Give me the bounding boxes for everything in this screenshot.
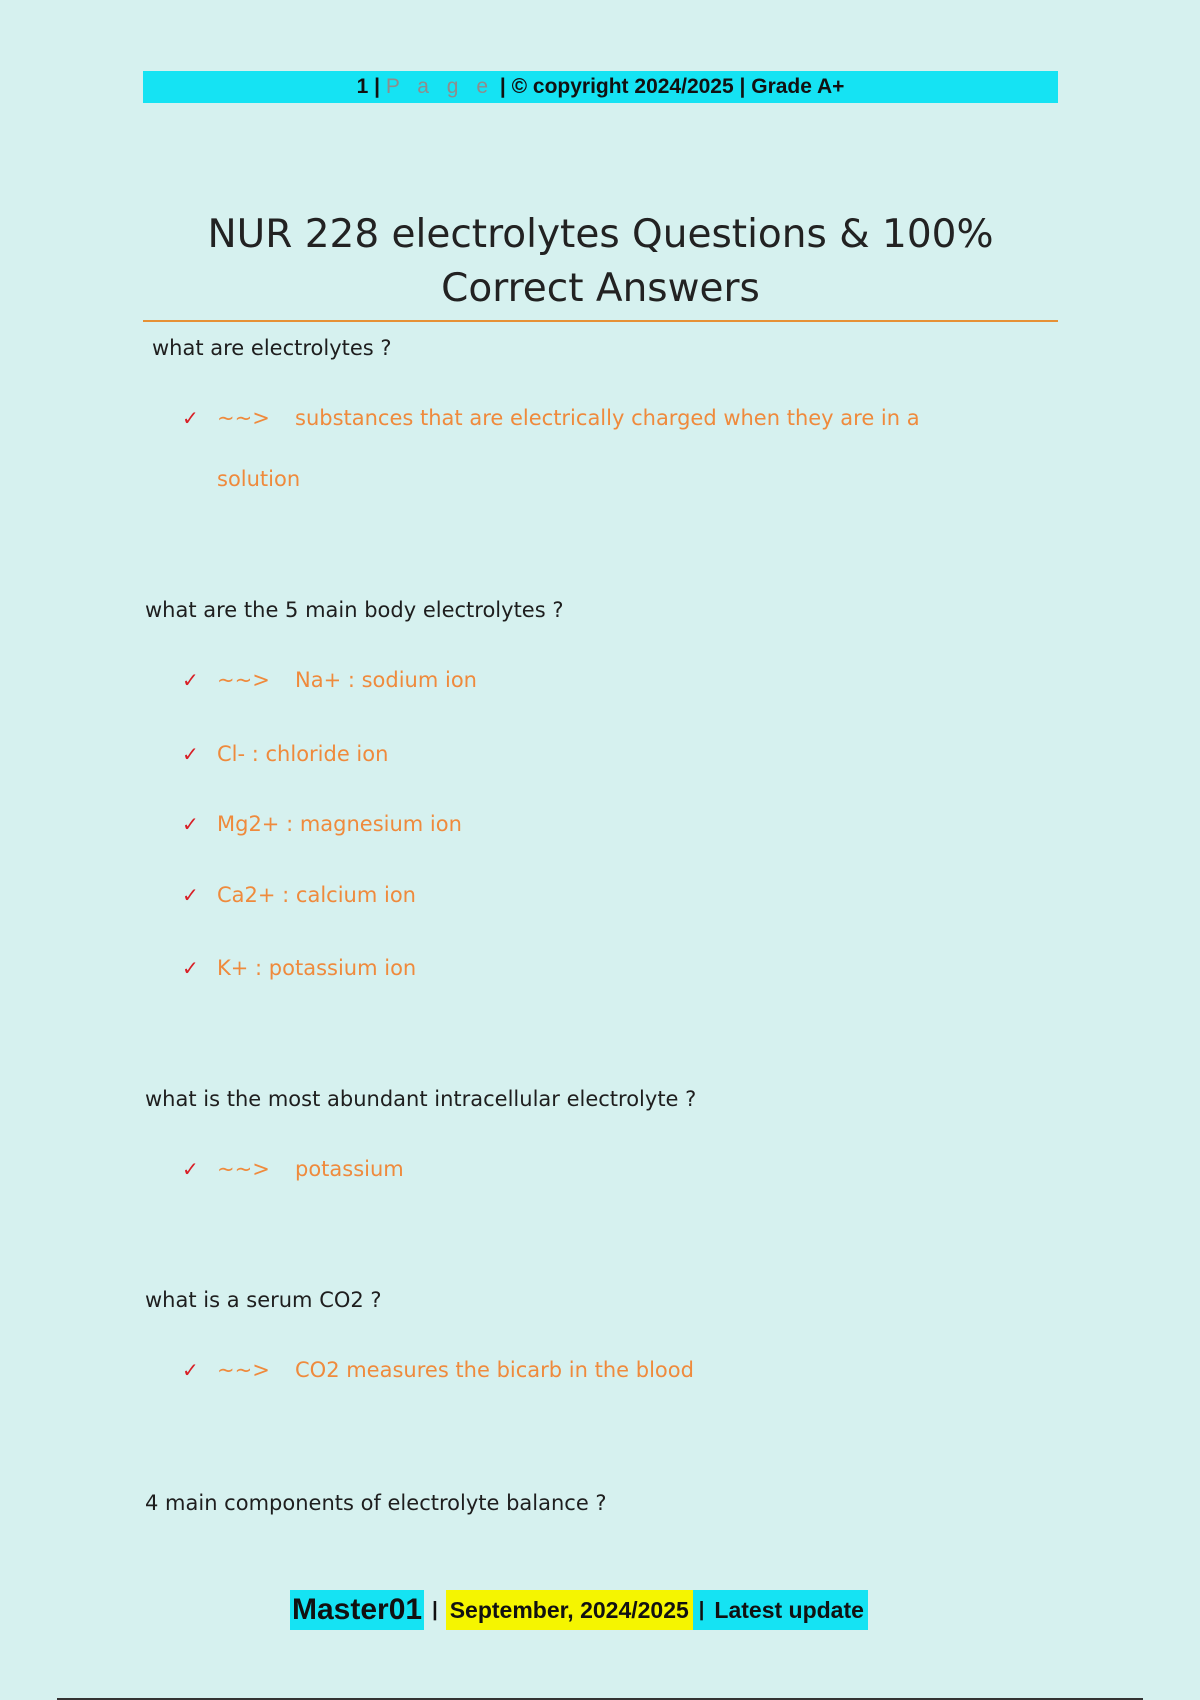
answer-text: ~~> Na+ : sodium ion xyxy=(217,668,477,692)
page-header xyxy=(143,71,1058,103)
footer-separator: | xyxy=(693,1590,711,1630)
answer-text: ~~> CO2 measures the bicarb in the blood xyxy=(217,1358,694,1382)
question-text: what are the 5 main body electrolytes ? xyxy=(145,598,564,622)
footer-date: September, 2024/2025 xyxy=(446,1590,693,1630)
copyright-text: © copyright 2024/2025 xyxy=(511,75,734,98)
answer-text: K+ : potassium ion xyxy=(217,956,417,980)
document-title xyxy=(143,208,1058,316)
check-icon: ✓ xyxy=(182,668,199,692)
page-number: 1 xyxy=(356,75,369,98)
check-icon: ✓ xyxy=(182,406,199,430)
grade-text: Grade A+ xyxy=(751,75,845,98)
check-icon: ✓ xyxy=(182,883,199,907)
brand-name: Master01 xyxy=(290,1590,424,1630)
arrow-icon: ~~> xyxy=(217,1358,270,1382)
check-icon: ✓ xyxy=(182,1358,199,1382)
latest-update-label: Latest update xyxy=(710,1590,868,1630)
answer-text: ~~> potassium xyxy=(217,1157,404,1181)
answer-text: solution xyxy=(217,467,301,491)
answer-text: Ca2+ : calcium ion xyxy=(217,883,416,907)
header-separator: | xyxy=(499,75,506,98)
check-icon: ✓ xyxy=(182,812,199,836)
header-separator: | xyxy=(739,75,746,98)
arrow-icon: ~~> xyxy=(217,1157,270,1181)
check-icon: ✓ xyxy=(182,1157,199,1181)
page-word: P a g e xyxy=(385,75,494,98)
check-icon: ✓ xyxy=(182,742,199,766)
question-text: what is the most abundant intracellular electrolyte ? xyxy=(145,1087,697,1111)
arrow-icon: ~~> xyxy=(217,668,270,692)
header-separator: | xyxy=(374,75,380,98)
page-footer xyxy=(290,1590,868,1630)
answer-text: ~~> substances that are electrically charged when they are in a xyxy=(217,406,920,430)
question-text: what is a serum CO2 ? xyxy=(145,1288,382,1312)
footer-separator: | xyxy=(432,1598,438,1621)
title-divider xyxy=(143,320,1058,322)
arrow-icon: ~~> xyxy=(217,406,270,430)
title-line-1: NUR 228 electrolytes Questions & 100% xyxy=(207,212,994,257)
check-icon: ✓ xyxy=(182,956,199,980)
answer-text: Cl- : chloride ion xyxy=(217,742,389,766)
title-line-2: Correct Answers xyxy=(441,266,760,311)
question-text: 4 main components of electrolyte balance ? xyxy=(145,1491,607,1515)
question-text: what are electrolytes ? xyxy=(152,336,392,360)
answer-text: Mg2+ : magnesium ion xyxy=(217,812,462,836)
